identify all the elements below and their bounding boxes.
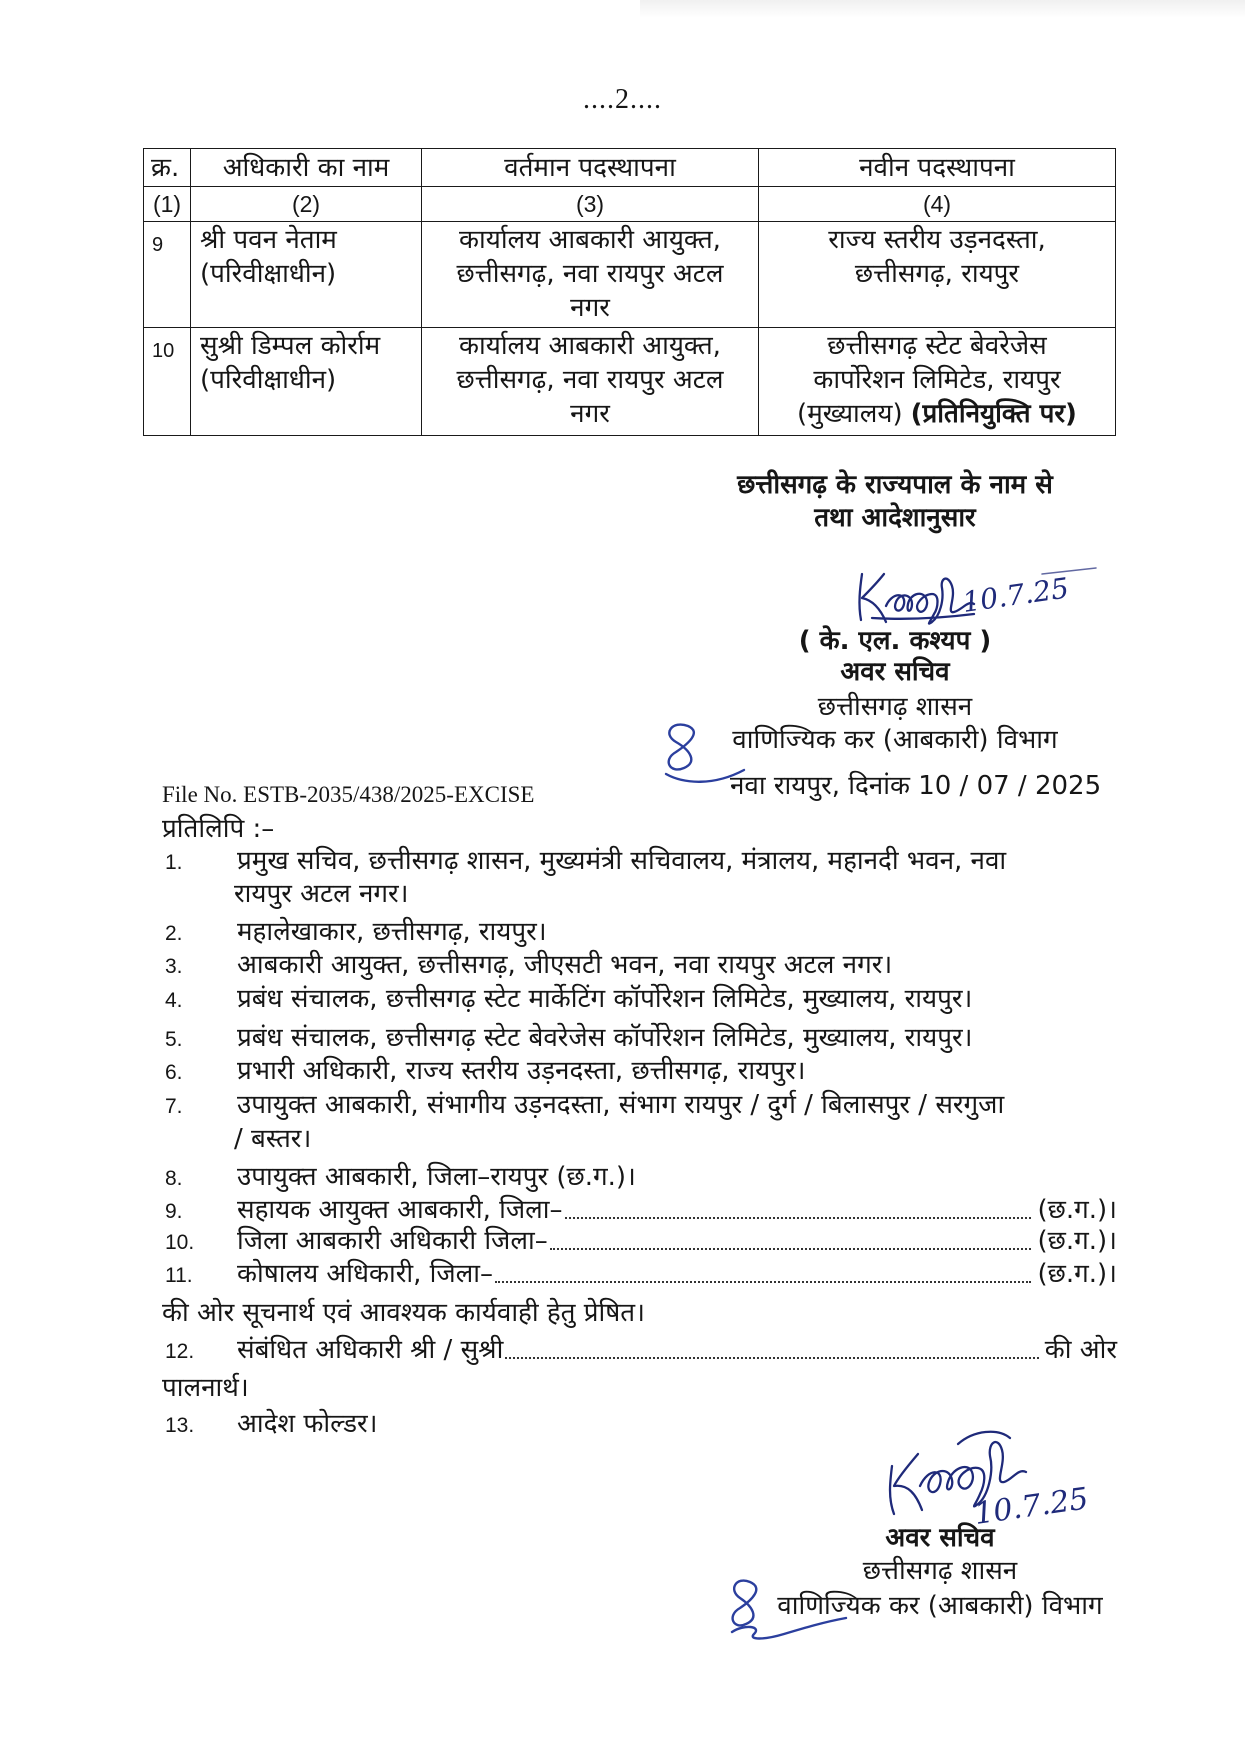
initial-mark-loop xyxy=(733,1581,757,1626)
current-posting-cell xyxy=(422,222,759,328)
closing-designation: अवर सचिव xyxy=(885,1523,995,1553)
deputation-note: (प्रतिनियुक्ति पर) xyxy=(910,399,1077,429)
list-item xyxy=(162,1088,1117,1124)
table-row xyxy=(144,328,1116,436)
dotted-leader xyxy=(495,1281,1031,1283)
list-item xyxy=(162,948,1117,984)
list-item-number: 6. xyxy=(165,1061,183,1084)
list-item-text: प्रभारी अधिकारी, राज्य स्तरीय उड़नदस्ता, छत्तीसगढ़, रायपुर। xyxy=(237,1056,806,1086)
posting-table xyxy=(143,148,1116,436)
list-item-number: 13. xyxy=(165,1414,195,1437)
current-posting-line: कार्यालय आबकारी आयुक्त, xyxy=(459,225,721,255)
list-item-number: 10. xyxy=(165,1231,195,1254)
list-item-continuation: पालनार्थ। xyxy=(162,1373,249,1403)
list-item-text: संबंधित अधिकारी श्री / सुश्री xyxy=(237,1335,504,1365)
header-serial: क्र. xyxy=(144,149,191,187)
serial-number: 9 xyxy=(152,234,164,256)
list-item-text: आबकारी आयुक्त, छत्तीसगढ़, जीएसटी भवन, नवा रायपुर अटल नगर। xyxy=(237,950,893,980)
list-item-number: 3. xyxy=(165,955,183,978)
list-item-text: प्रबंध संचालक, छत्तीसगढ़ स्टेट मार्केटिंग कॉर्पोरेशन लिमिटेड, मुख्यालय, रायपुर। xyxy=(237,984,973,1014)
current-posting-line: नगर xyxy=(570,293,610,323)
list-item-number: 9. xyxy=(165,1200,183,1223)
new-posting-line xyxy=(759,397,1115,431)
list-item-text: सहायक आयुक्त आबकारी, जिला– xyxy=(237,1195,563,1225)
list-item-continuation: / बस्तर। xyxy=(234,1124,312,1154)
serial-cell xyxy=(144,222,191,328)
table-row xyxy=(144,222,1116,328)
header-current-posting: वर्तमान पदस्थापना xyxy=(422,149,759,187)
list-item-number: 4. xyxy=(165,989,183,1012)
list-item-number: 1. xyxy=(165,851,183,874)
list-item-suffix: की ओर xyxy=(1044,1335,1117,1365)
new-posting-line: राज्य स्तरीय उड़नदस्ता, xyxy=(828,225,1046,255)
list-item-text: महालेखाकार, छत्तीसगढ़, रायपुर। xyxy=(237,917,547,947)
new-posting-line: कार्पोरेशन लिमिटेड, रायपुर xyxy=(813,365,1061,395)
current-posting-line: छत्तीसगढ़, नवा रायपुर अटल xyxy=(456,365,724,395)
table-header-row xyxy=(144,149,1116,187)
list-item xyxy=(162,982,1117,1018)
file-number: File No. ESTB-2035/438/2025-EXCISE xyxy=(162,782,535,807)
column-number: (3) xyxy=(422,187,759,222)
signatory-designation: अवर सचिव xyxy=(840,657,950,687)
page-number: ....2.... xyxy=(583,84,662,115)
list-item-text: जिला आबकारी अधिकारी जिला– xyxy=(237,1226,548,1256)
list-item-text: उपायुक्त आबकारी, संभागीय उड़नदस्ता, संभाग रायपुर / दुर्ग / बिलासपुर / सरगुजा xyxy=(237,1090,1005,1120)
forwarding-note: की ओर सूचनार्थ एवं आवश्यक कार्यवाही हेतु प्रेषित। xyxy=(162,1298,645,1328)
signatory-name: ( के. एल. कश्यप ) xyxy=(798,626,992,656)
new-posting-headquarters: (मुख्यालय) xyxy=(797,399,903,429)
list-item-text: कोषालय अधिकारी, जिला– xyxy=(237,1259,494,1289)
list-item-suffix: (छ.ग.)। xyxy=(1037,1259,1117,1289)
new-posting-cell xyxy=(759,328,1116,436)
closing-department: वाणिज्यिक कर (आबकारी) विभाग xyxy=(777,1591,1103,1621)
list-item xyxy=(162,1257,1117,1293)
dotted-leader xyxy=(505,1357,1038,1359)
current-posting-line: कार्यालय आबकारी आयुक्त, xyxy=(459,331,721,361)
signature-stroke xyxy=(894,1454,922,1510)
new-posting-cell xyxy=(759,222,1116,328)
current-posting-cell xyxy=(422,328,759,436)
signature-stroke xyxy=(890,1466,894,1514)
list-item-text: उपायुक्त आबकारी, जिला–रायपुर (छ.ग.)। xyxy=(237,1162,636,1192)
closing-government: छत्तीसगढ़ शासन xyxy=(862,1556,1018,1586)
column-number-row xyxy=(144,187,1116,222)
list-item-number: 11. xyxy=(165,1264,193,1287)
column-number: (2) xyxy=(191,187,422,222)
list-item xyxy=(162,844,1117,880)
list-item xyxy=(162,1021,1117,1057)
new-posting-line: छत्तीसगढ़ स्टेट बेवरेजेस xyxy=(827,331,1047,361)
order-authority-line: तथा आदेशानुसार xyxy=(814,503,976,533)
header-officer-name: अधिकारी का नाम xyxy=(191,149,422,187)
list-item-suffix: (छ.ग.)। xyxy=(1037,1195,1117,1225)
list-item-number: 7. xyxy=(165,1095,183,1118)
signatory-government: छत्तीसगढ़ शासन xyxy=(817,692,973,722)
list-item-number: 5. xyxy=(165,1028,183,1051)
officer-status: (परिवीक्षाधीन) xyxy=(200,365,337,395)
signature-date: 10.7.25 xyxy=(960,571,1071,619)
list-item xyxy=(162,1054,1117,1090)
dotted-leader xyxy=(550,1248,1032,1250)
list-item-text: आदेश फोल्डर। xyxy=(237,1409,378,1439)
officer-name: श्री पवन नेताम xyxy=(200,225,337,255)
list-item-suffix: (छ.ग.)। xyxy=(1037,1226,1117,1256)
current-posting-line: छत्तीसगढ़, नवा रायपुर अटल xyxy=(456,259,724,289)
list-item xyxy=(162,1224,1117,1260)
initial-mark-loop xyxy=(669,725,694,770)
header-new-posting: नवीन पदस्थापना xyxy=(759,149,1116,187)
list-item xyxy=(162,1160,1117,1196)
order-authority-line: छत्तीसगढ़ के राज्यपाल के नाम से xyxy=(737,470,1053,500)
officer-name-cell xyxy=(191,222,422,328)
column-number: (4) xyxy=(759,187,1116,222)
list-item xyxy=(162,915,1117,951)
list-item-text: प्रबंध संचालक, छत्तीसगढ़ स्टेट बेवरेजेस कॉर्पोरेशन लिमिटेड, मुख्यालय, रायपुर। xyxy=(237,1023,973,1053)
scan-shadow xyxy=(640,0,1245,18)
closing-signature-image xyxy=(870,1424,1114,1536)
place-and-date: नवा रायपुर, दिनांक 10 / 07 / 2025 xyxy=(730,771,1102,801)
list-item-number: 12. xyxy=(165,1340,195,1363)
closing-initial-mark-icon xyxy=(724,1576,850,1644)
closing-signature-date: 10.7.25 xyxy=(972,1481,1091,1532)
dotted-leader xyxy=(565,1217,1032,1219)
serial-number: 10 xyxy=(152,340,175,362)
list-item-number: 8. xyxy=(165,1167,183,1190)
officer-name: सुश्री डिम्पल कोर्राम xyxy=(200,331,381,361)
signature-underline xyxy=(872,614,974,619)
serial-cell xyxy=(144,328,191,436)
list-item-number: 2. xyxy=(165,922,183,945)
list-item-text: प्रमुख सचिव, छत्तीसगढ़ शासन, मुख्यमंत्री सचिवालय, मंत्रालय, महानदी भवन, नवा xyxy=(237,846,1007,876)
list-item xyxy=(162,1333,1117,1369)
column-number: (1) xyxy=(144,187,191,222)
signature-stroke xyxy=(862,574,886,622)
copy-to-label: प्रतिलिपि :– xyxy=(162,814,275,844)
signature-stroke xyxy=(958,1432,1010,1444)
officer-status: (परिवीक्षाधीन) xyxy=(200,259,337,289)
officer-name-cell xyxy=(191,328,422,436)
current-posting-line: नगर xyxy=(570,399,610,429)
list-item-continuation: रायपुर अटल नगर। xyxy=(234,879,409,909)
new-posting-line: छत्तीसगढ़, रायपुर xyxy=(854,259,1020,289)
signature-image xyxy=(846,560,1098,630)
signatory-department: वाणिज्यिक कर (आबकारी) विभाग xyxy=(732,725,1058,755)
